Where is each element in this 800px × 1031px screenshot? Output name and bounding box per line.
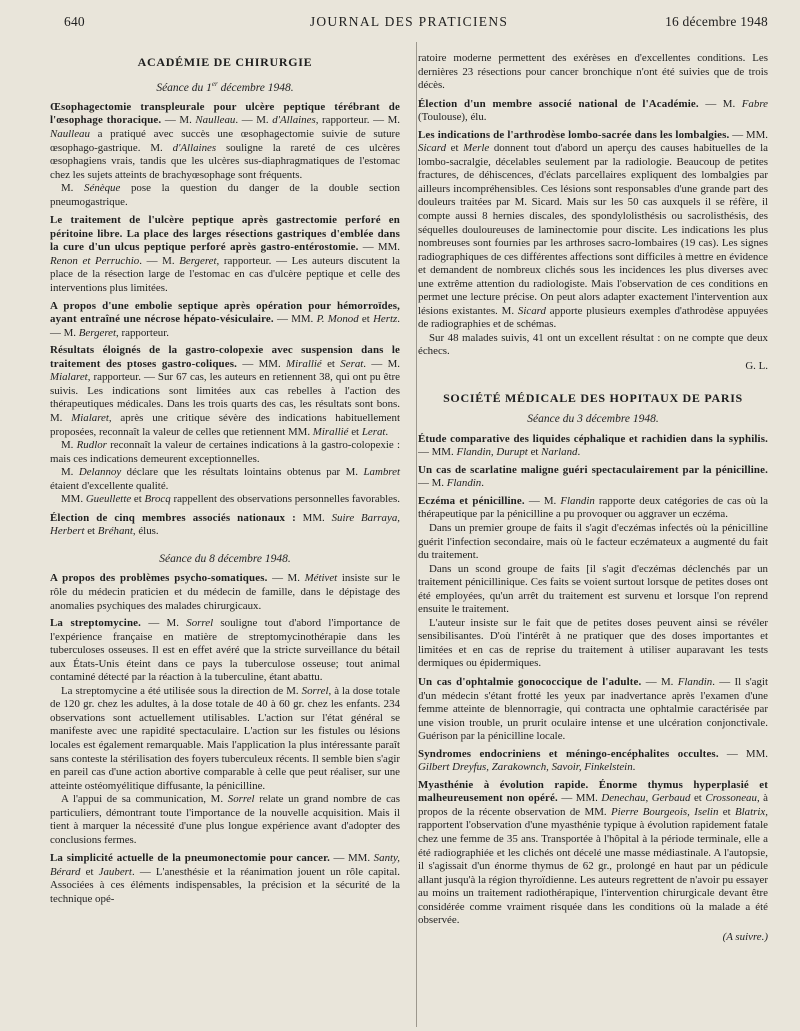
paragraph: M. Delannoy déclare que les résultats lointains obtenus par M. Lambret étaient d'excellente qualité. [50,466,400,492]
paragraph: Dans un premier groupe de faits il s'agit d'eczémas infectés où la pénicilline guérit l'infection secondaire, mais où le facteur eczémateux a augmenté du fait du traitement. [418,521,768,562]
paragraph-continuation: ratoire moderne permettent des exérèses en d'excellentes conditions. Les dernières 23 résections pour cancer bronchique n'ont été suivies que de trois décès. [418,52,768,92]
article-gastro-colopexie: Résultats éloignés de la gastro-colopexie avec suspension dans le traitement des ptoses gastro-coliques. — MM. Mirallié et Serat. — M. Mialaret, rapporteur. — Sur 67 cas, les auteurs en retiennent 38, qui ont pu être suivis. Les indications sont limitées aux cas rebelles à l'action des thérapeutiques médicales. Dans les trois quarts des cas, les résultats sont bons. M. Mialaret, après une critique sévère des indications habituellement proposées, reconnaît la valeur de celles que retiennent MM. Mirallié et Lerat. [50,344,401,438]
paragraph: Sur 48 malades suivis, 41 ont un excellent résultat : on ne compte que deux échecs. [418,331,768,358]
seance-date-1: Séance du 1er décembre 1948. [156,79,294,94]
article-liquides-cephalique: Étude comparative des liquides céphalique et rachidien dans la syphilis. — MM. Flandin, Durupt et Narland. [418,432,768,459]
page-number: 640 [64,14,85,29]
article-pneumonectomie: La simplicité actuelle de la pneumonectomie pour cancer. — MM. Santy, Bérard et Jaubert. — L'anesthésie et la réanimation jouent un rôle capital. Associées à ces éléments indispensables, la précision et la sécurité de la technique opé- [50,852,400,905]
article-ophtalmie: Un cas d'ophtalmie gonococcique de l'adulte. — M. Flandin. — Il s'agit d'un médecin s'étant frotté les yeux par inadvertance après l'examen d'une femme atteinte de blennorragie, qui contracta une ophtalmie caractérisée par une vision trouble, un prurit oculaire intense et une ulcération conjonctivale. Guérison par la pénicilline locale. [418,675,768,743]
section-title-academie: ACADÉMIE DE CHIRURGIE [137,55,313,69]
right-column [418,52,768,944]
to-be-continued: (A suivre.) [722,930,768,943]
article-myasthenie: Myasthénie à évolution rapide. Énorme thymus hyperplasié et malheureusement non opéré. — MM. Denechau, Gerbaud et Crossoneau, à propos de la récente observation de MM. Pierre Bourgeois, Iselin et Blatrix, rapportent l'observation d'une myasthénie typique à évolution rapidement fatale chez une femme de 35 ans. Transportée à l'hôpital à la période terminale, elle a été radiographiée et les clichés ont décelé une masse médiastinale. A l'autopsie, il s'agissait d'un énorme thymus de 62 gr., prolongé en haut par un pédicule allant jusqu'à la région thyroïdienne. Les auteurs regrettent de n'avoir pu essayer au moins un traitement radiothérapique, l'intervention chirurgicale devant être considérée comme vraiment risquée dans les conditions où la malade a été observée. [418,778,769,927]
signature: G. L. [745,360,768,373]
article-syndromes-endocriniens: Syndromes endocriniens et méningo-encéphalites occultes. — MM. Gilbert Dreyfus, Zarakownch, Savoir, Finkelstein. [418,747,768,774]
section-title-societe-medicale: SOCIÉTÉ MÉDICALE DES HOPITAUX DE PARIS [443,390,743,405]
paragraph: M. Rudlor reconnaît la valeur de certaines indications à la gastro-colopexie : mais ces indications demeurent exceptionnelles. [50,439,400,465]
article-streptomycine: La streptomycine. — M. Sorrel souligne tout d'abord l'importance de l'expérience française en matière de streptomycinothérapie dans les tuberculoses osseuses. Il est en effet avéré que la stricte surveillance du bétail aux États-Unis éteint dans ce pays la tuberculose osseuse; tout animal contaminé détecté par la réaction à la tuberculine, étant abattu. [50,617,400,684]
left-column [50,52,400,944]
signature-row [418,360,768,374]
paragraph: A l'appui de sa communication, M. Sorrel relate un grand nombre de cas particuliers, démontrant toute l'importance de la nouvelle acquisition. Mais il tient à marquer la nécessité d'une plus longue expérience avant d'adopter des conclusions fermes. [50,793,400,846]
article-embolie-septique: A propos d'une embolie septique après opération pour hémorroïdes, ayant entraîné une nécrose hépato-vésiculaire. — MM. P. Monod et Hertz. — M. Bergeret, rapporteur. [50,299,400,339]
article-election-membres: Élection de cinq membres associés nationaux : MM. Suire Barraya, Herbert et Bréhant, élus. [50,511,400,538]
issue-date: 16 décembre 1948 [665,14,768,29]
paragraph: La streptomycine a été utilisée sous la direction de M. Sorrel, à la dose totale de 120 gr. chez les adultes, à la dose totale de 40 à 60 gr. chez les enfants. 234 observations sont actuellement utilisables. L'action sur l'état général se manifeste avec une rapidité spectaculaire. L'action sur les fistules ou lésions locales est également remarquable. Mais l'application la plus intéressante paraît sans conteste la stérilisation des foyers tuberculeux récents. Il semble bien s'agir en pareil cas d'une action abortive comparable à celle que peut réaliser, sur une atteinte ostéomyélitique diffusante, la pénicilline. [50,684,400,792]
article-ulcere-peptique: Le traitement de l'ulcère peptique après gastrectomie perforé en péritoine libre. La place des larges résections gastriques d'emblée dans la cure d'un ulcus peptique perforé après gastro-entérostomie. — MM. Renon et Perruchio. — M. Bergeret, rapporteur. — Les auteurs discutent la place de la résection large de l'estomac en cas d'ulcère peptique et celle des interventions plus limitées. [50,214,401,295]
paragraph: L'auteur insiste sur le fait que de petites doses peuvent ainsi se révéler sensibilisantes. D'où l'intérêt à ne pratiquer que des doses importantes et limitées et en cas de reprise du traitement à utiliser auparavant les tests dermiques ou épidermiques. [418,616,768,670]
article-eczema: Eczéma et pénicilline. — M. Flandin rapporte deux catégories de cas où la thérapeutique par la pénicilline a pu provoquer ou aggraver un eczéma. [418,494,768,521]
article-psycho-somatiques: A propos des problèmes psycho-somatiques. — M. Métivet insiste sur le rôle du médecin praticien et du médecin de famille, dans le dépistage des anomalies psychiques des malades chirurgicaux. [50,572,401,612]
paragraph: Dans un scond groupe de faits [il s'agit d'eczémas déclenchés par un traitement pénicillinique. Ces faits se voient surtout lorsque de petites doses ont été employées, qu'un arrêt du traitement est survenu et lorsque l'on reprend ensuite le traitement. [418,562,768,616]
seance-date-3: Séance du 3 décembre 1948. [527,413,659,426]
paragraph: MM. Gueullette et Brocq rappellent des observations personnelles favorables. [61,493,400,506]
column-divider [416,42,417,1027]
paragraph: M. Sénèque pose la question du danger de la double section pneumogastrique. [50,182,400,208]
running-head [50,8,768,34]
article-arthrodese: Les indications de l'arthrodèse lombo-sacrée dans les lombalgies. — MM. Sicard et Merle donnent tout d'abord un aperçu des causes habituelles de la lombo-sacralgie, décelables seulement par la radiologie. Beaucoup de petites fractures, de déhiscences, d'éclats parcellaires expliquent des lombalgies par ailleurs incompréhensibles. Ces lésions sont responsables d'une grande part des douleurs traitées par M. Sicard. Mais sur les 50 cas auxquels il se réfère, il compte aussi 8 hernies discales, des spondylolisthésis ou sacrolisthésis, des séquelles douloureuses de laminectomie pour discite. Les indications les plus nombreuses sont fournies par les arthroses sacro-lombaires (19 cas). Les signes radiographiques de ces différentes affections sont difficiles à mettre en évidence et demandent de nombreux clichés sous les incidences les plus diverses avec une extrême attention du radiologiste. Mais l'observation de ces conditions en permet une lecture précise. On peut alors adapter exactement l'intervention aux lésions existantes. M. Sicard apporte plusieurs exemples d'athrodèse appuyées de radiographies et de schémas. [418,128,768,331]
columns [50,52,768,944]
seance-date-2: Séance du 8 décembre 1948. [159,552,291,565]
article-election-associe: Élection d'un membre associé national de l'Académie. — M. Fabre (Toulouse), élu. [418,97,768,124]
article-scarlatine: Un cas de scarlatine maligne guéri spectaculairement par la pénicilline. — M. Flandin. [418,463,768,490]
article-oesophagectomie: Œsophagectomie transpleurale pour ulcère peptique térébrant de l'œsophage thoracique. — M. Naulleau. — M. d'Allaines, rapporteur. — M. Naulleau a pratiqué avec succès une œsophagectomie suivie de suture œsophago-gastrique. M. d'Allaines souligne la rareté de ces ulcères œsophagiens vrais, tandis que les ulcères sus-diaphragmatiques de l'estomac chez les sujets atteints de brachyœsophage sont fréquents. [50,100,401,181]
journal-title: JOURNAL DES PRATICIENS [309,14,509,29]
